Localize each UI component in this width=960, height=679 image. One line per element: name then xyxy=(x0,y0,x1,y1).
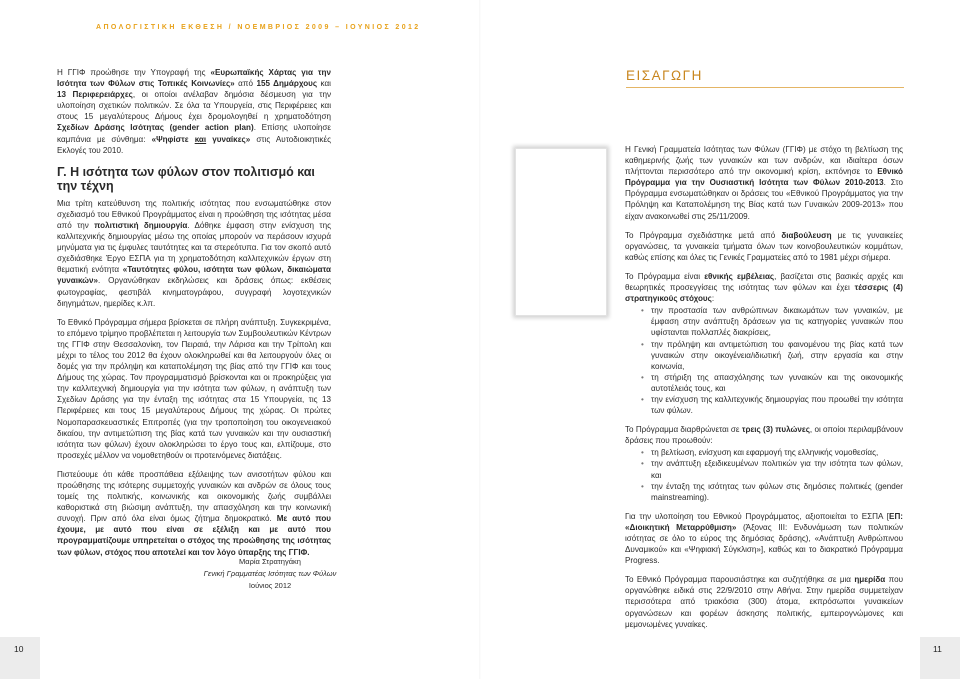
paragraph-program: Η Γενική Γραμματεία Ισότητας των Φύλων (ΓΓΙΦ) με στόχο τη βελτίωση της καθημερινής ζωής των γυναικών και των ανδρών, και ιδιαίτερα όσων πλήττονται περισσότερο από την οικονομική κρίση, εκπόνησε το Εθνικό Πρόγραμμα για την Ουσιαστική Ισότητα των Φύλων 2010-2013. Στο Πρόγραμμα ενσωματώθηκαν οι δράσεις του «Εθνικού Προγράμματος για την Πρόληψη και Καταπολέμηση της Βίας κατά των Γυναικών 2009-2013» που είχαν ανακοινωθεί στις 25/11/2009. xyxy=(625,145,903,221)
page-fold xyxy=(479,0,481,679)
list-item: • την πρόληψη και αντιμετώπιση του φαινομένου της βίας κατά των γυναικών στην οικογένεια/ιδιωτική ζωή, στην εργασία και στην κοινωνία, xyxy=(625,339,903,372)
right-column xyxy=(625,144,903,638)
list-item: • την ένταξη της ισότητας των φύλων στις δημόσιες πολιτικές (gender mainstreaming). xyxy=(625,481,903,503)
paragraph-conference: Το Εθνικό Πρόγραμμα παρουσιάστηκε και συζητήθηκε σε μια ημερίδα που οργανώθηκε ειδικά στις 22/9/2010 στην Αθήνα. Στην ημερίδα συμμετείχαν περισσότερα από τριακόσια (300) άτομα, εκπρόσωποι γυναικείων οργανώσεων και φορέων άσκησης πολιτικής, εμπειρογνώμονες και μεμονωμένες γυναίκες. xyxy=(625,575,903,629)
page-number-right: 11 xyxy=(933,644,942,654)
section-title-culture: Γ. Η ισότητα των φύλων στον πολιτισμό και την τέχνη xyxy=(57,164,315,193)
running-header: ΑΠΟΛΟΓΙΣΤΙΚΗ ΕΚΘΕΣΗ / ΝΟΕΜΒΡΙΟΣ 2009 – ΙΟΥΝΙΟΣ 2012 xyxy=(96,24,421,31)
paragraph-development: Το Εθνικό Πρόγραμμα σήμερα βρίσκεται σε πλήρη ανάπτυξη. Συγκεκριμένα, το επόμενο τρίμηνο προβλέπεται η λειτουργία των Συμβουλευτικών Κέντρων της ΓΓΙΦ στην Θεσσαλονίκη, τον Πειραιά, την Λάρισα και την Τρίπολη και μέχρι το τέλος του 2012 θα έχουν ολοκληρωθεί και θα λειτουργούν όλες οι δομές για την πρόληψη και καταπολέμηση της βίας από την ΓΓΙΦ και τους Δήμους της χώρας. Τον προγραμματισμό βρίσκονται και οι προκηρύξεις για την καλλιτεχνική δημιουργία για την ισότητα των φύλων, η ανάπτυξη των Σχεδίων Δράσης για την ένταξη της ισότητας στα 15 Υπουργεία, τις 13 Περιφέρειες και τους 15 μεγαλύτερους Δήμους της χώρας. Οι πρώτες Νομοπαρασκευαστικές Επιτροπές (για την τροποποίηση του οικογενειακού δικαίου, την αντιμετώπιση της βίας κατά των γυναικών και την ουσιαστική ισότητα των φύλων) έχουν ολοκληρώσει το έργο τους και, ελπίζουμε, στο προσεχές μέλλον να νομοθετηθούν οι προτεινόμενες διατάξεις. xyxy=(57,317,331,460)
list-item: • την ανάπτυξη εξειδικευμένων πολιτικών για την ισότητα των φύλων, και xyxy=(625,458,903,480)
list-item: • τη βελτίωση, ενίσχυση και εφαρμογή της ελληνικής νομοθεσίας, xyxy=(625,447,903,458)
list-item: • την ενίσχυση της καλλιτεχνικής δημιουργίας που προωθεί την ισότητα των φύλων. xyxy=(625,394,903,416)
list-item: • την προστασία των ανθρώπινων δικαιωμάτων των γυναικών, με έμφαση στην ανάπτυξη δράσεων για τις κατηγορίες γυναικών που υφίστανται πολλαπλές διακρίσεις, xyxy=(625,305,903,338)
signature-role: Γενική Γραμματέας Ισότητας των Φύλων xyxy=(203,569,337,578)
paragraph-consultation: Το Πρόγραμμα σχεδιάστηκε μετά από διαβούλευση με τις γυναικείες οργανώσεις, τα γυναικεία τμήματα όλων των κοινοβουλευτικών κομμάτων, καθώς επίσης και όλες τις Γενικές Γραμματείες από το 1981 μέχρι σήμερα. xyxy=(625,230,903,262)
introduction-title: ΕΙΣΑΓΩΓΗ xyxy=(626,68,703,83)
photo-frame xyxy=(515,148,607,316)
pillars-list xyxy=(625,447,903,502)
signature-block xyxy=(190,556,350,592)
signature-date: Ιούνιος 2012 xyxy=(248,581,292,590)
paragraph-culture: Μια τρίτη κατεύθυνση της πολιτικής ισότητας που ενσωματώθηκε στον σχεδιασμό του Εθνικού Προγράμματος είναι η προώθηση της ισότητας μέσα από την πολιτιστική δημιουργία. Δόθηκε έμφαση στην ενίσχυση της καλλιτεχνικής δημιουργίας μέσω της οποίας μπορούν να περάσουν ισχυρά μηνύματα για τις έμφυλες ταυτότητες και τα στερεότυπα. Για τον σκοπό αυτό σχεδιάσθηκε Έργο ΕΣΠΑ για τη χρηματοδότηση καλλιτεχνικών έργων στη θεματική ενότητα «Ταυτότητες φύλου, ισότητα των φύλων, δικαιώματα γυναικών». Οργανώθηκαν εκδηλώσεις και δράσεις όπως: εκθέσεις φωτογραφίας, φεστιβάλ κινηματογράφου, συγγραφή λογοτεχνικών διηγημάτων, ημερίδες κ.λπ. xyxy=(57,198,331,308)
page-number-left: 10 xyxy=(14,644,24,654)
paragraph-charter: Η ΓΓΙΦ προώθησε την Υπογραφή της «Ευρωπαϊκής Χάρτας για την Ισότητα των Φύλων στις Τοπικές Κοινωνίες» από 155 Δημάρχους και 13 Περιφερειάρχες, οι οποίοι ανέλαβαν δημόσια δέσμευση για την υλοποίηση σχετικών πολιτικών. Σε όλα τα Υπουργεία, στις Περιφέρειες και στους 15 μεγαλύτερους Δήμους έχει δρομολογηθεί η χρηματοδότηση Σχεδίων Δράσης Ισότητας (gender action plan). Επίσης υλοποίησε καμπάνια με σύνθημα: «Ψηφίστε και γυναίκες» στις Αυτοδιοικητικές Εκλογές του 2010. xyxy=(57,68,332,155)
signature-name: Μαρία Στρατηγάκη xyxy=(239,557,301,566)
paragraph-pillars-intro: Το Πρόγραμμα διαρθρώνεται σε τρεις (3) πυλώνες, οι οποίοι περιλαμβάνουν δράσεις που προωθούν: xyxy=(625,425,904,446)
paragraph-conclusion: Πιστεύουμε ότι κάθε προσπάθεια εξάλειψης των ανισοτήτων φύλου και προώθησης της ισότερης συμμετοχής γυναικών και ανδρών σε όλους τους τομείς της πολιτικής, κοινωνικής και οικονομικής ζωής συμβάλλει καθοριστικά στη βιώσιμη ανάπτυξη, την απασχόληση και την κοινωνική συνοχή. Πριν από όλα είναι όμως ζήτημα δημοκρατικό. Με αυτό που έχουμε, με αυτό που είναι σε εξέλιξη και με αυτό που προγραμματίζουμε υπηρετείται ο στόχος της προώθησης της ισότητας των φύλων, στόχος που αποτελεί και τον λόγο ύπαρξης της ΓΓΙΦ. xyxy=(57,469,331,557)
title-divider xyxy=(626,87,904,88)
goals-list xyxy=(625,305,903,416)
paragraph-goals-intro: Το Πρόγραμμα είναι εθνικής εμβέλειας, βασίζεται στις βασικές αρχές και θεωρητικές προσεγγίσεις της ισότητας των φύλων και έχει τέσσερις (4) στρατηγικούς στόχους: xyxy=(625,271,903,304)
paragraph-funding: Για την υλοποίηση του Εθνικού Προγράμματος, αξιοποιείται το ΕΣΠΑ [ΕΠ: «Διοικητική Μεταρρύθμιση» (Άξονας ΙΙΙ: Ενδυνάμωση των πολιτικών ισότητας σε όλο το εύρος της δημόσιας δράσης), «Ανάπτυξη Ανθρώπινου Δυναμικού» και «Ψηφιακή Σύγκλιση»], καθώς και το διακρατικό Πρόγραμμα Progress. xyxy=(625,511,904,566)
list-item: • τη στήριξη της απασχόλησης των γυναικών και της οικονομικής αυτοτέλειάς τους, και xyxy=(625,372,903,394)
left-column xyxy=(57,67,331,566)
